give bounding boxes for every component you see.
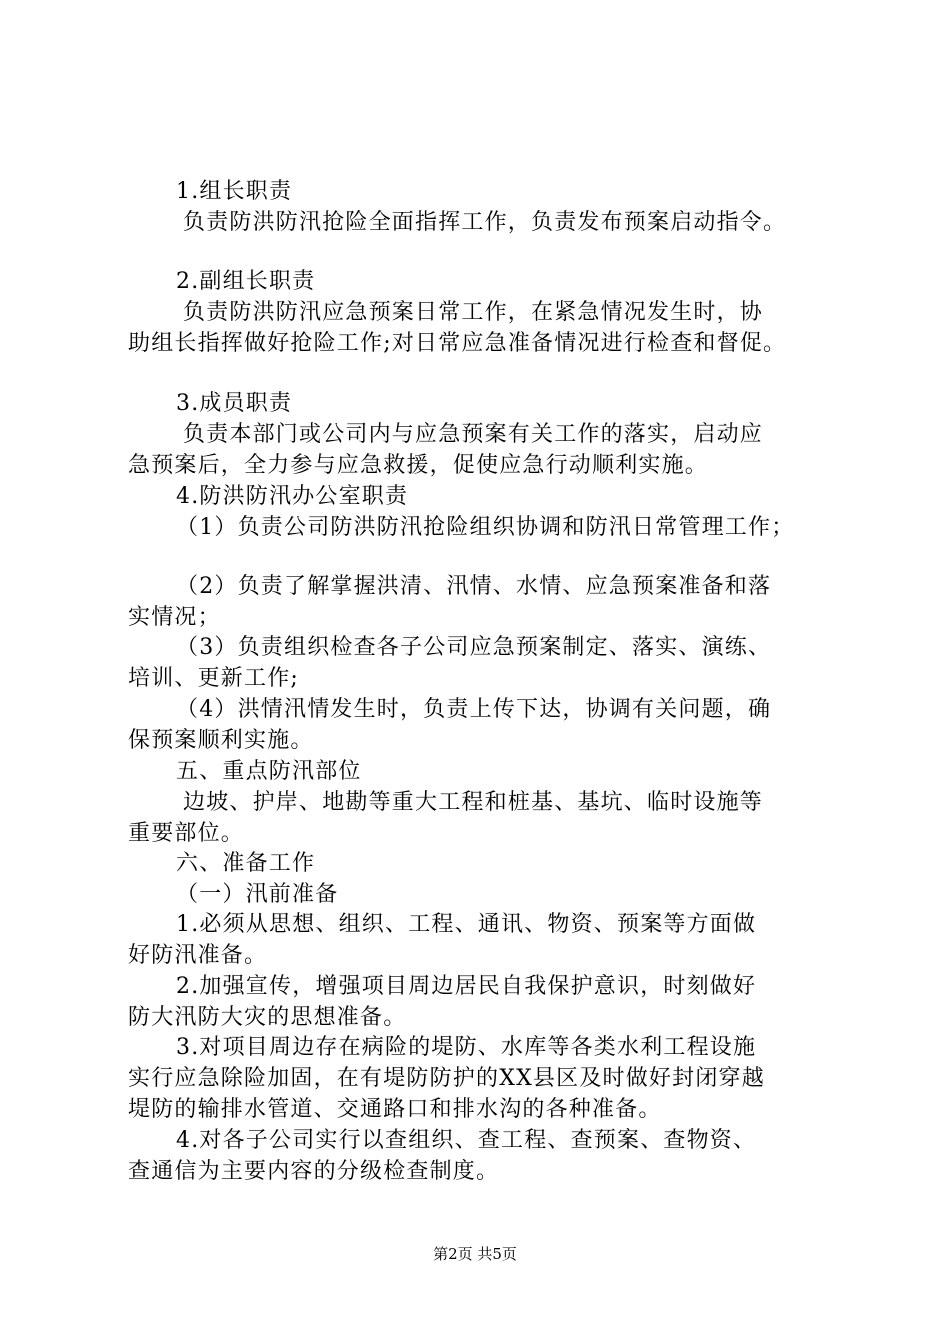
paragraph-line: 负责本部门或公司内与应急预案有关工作的落实，启动应 xyxy=(183,422,764,447)
section-heading-leader-duties: 1.组长职责 xyxy=(176,179,293,204)
paragraph-line: 实行应急除险加固，在有堤防防护的XX县区及时做好封闭穿越 xyxy=(128,1066,765,1091)
paragraph-line: 重要部位。 xyxy=(128,821,245,846)
paragraph-line: 负责防洪防汛抢险全面指挥工作，负责发布预案启动指令。 xyxy=(183,210,787,235)
page-footer: 第2页 共5页 xyxy=(433,1245,517,1263)
section-heading-deputy-leader-duties: 2.副组长职责 xyxy=(176,269,316,294)
section-heading-preparation-work: 六、准备工作 xyxy=(176,851,316,876)
paragraph-line: 好防汛准备。 xyxy=(128,943,268,968)
paragraph-line: 防大汛防大灾的思想准备。 xyxy=(128,1005,407,1030)
section-heading-key-flood-areas: 五、重点防汛部位 xyxy=(176,759,362,784)
section-heading-office-duties: 4.防洪防汛办公室职责 xyxy=(176,484,409,509)
paragraph-line: 1.必须从思想、组织、工程、通讯、物资、预案等方面做 xyxy=(176,912,757,937)
paragraph-line: 4.对各子公司实行以查组织、查工程、查预案、查物资、 xyxy=(176,1128,757,1153)
paragraph-line: （2）负责了解掌握洪清、汛情、水情、应急预案准备和落 xyxy=(176,574,772,599)
paragraph-line: （3）负责组织检查各子公司应急预案制定、落实、演练、 xyxy=(176,635,772,660)
paragraph-line: 边坡、护岸、地勘等重大工程和桩基、基坑、临时设施等 xyxy=(183,790,764,815)
paragraph-line: 查通信为主要内容的分级检查制度。 xyxy=(128,1159,500,1184)
subsection-heading-pre-flood-preparation: （一）汛前准备 xyxy=(176,882,339,907)
paragraph-line: （1）负责公司防洪防汛抢险组织协调和防汛日常管理工作； xyxy=(176,515,795,540)
paragraph-line: 助组长指挥做好抢险工作;对日常应急准备情况进行检查和督促。 xyxy=(128,331,787,356)
paragraph-line: 堤防的输排水管道、交通路口和排水沟的各种准备。 xyxy=(128,1097,662,1122)
paragraph-line: （4）洪情汛情发生时，负责上传下达，协调有关问题，确 xyxy=(176,697,772,722)
paragraph-line: 保预案顺利实施。 xyxy=(128,728,314,753)
paragraph-line: 急预案后，全力参与应急救援，促使应急行动顺利实施。 xyxy=(128,453,709,478)
section-heading-member-duties: 3.成员职责 xyxy=(176,391,293,416)
paragraph-line: 实情况； xyxy=(128,605,221,630)
paragraph-line: 3.对项目周边存在病险的堤防、水库等各类水利工程设施 xyxy=(176,1035,757,1060)
paragraph-line: 培训、更新工作; xyxy=(128,666,300,691)
paragraph-line: 2.加强宣传，增强项目周边居民自我保护意识，时刻做好 xyxy=(176,974,757,999)
paragraph-line: 负责防洪防汛应急预案日常工作，在紧急情况发生时，协 xyxy=(183,300,764,325)
